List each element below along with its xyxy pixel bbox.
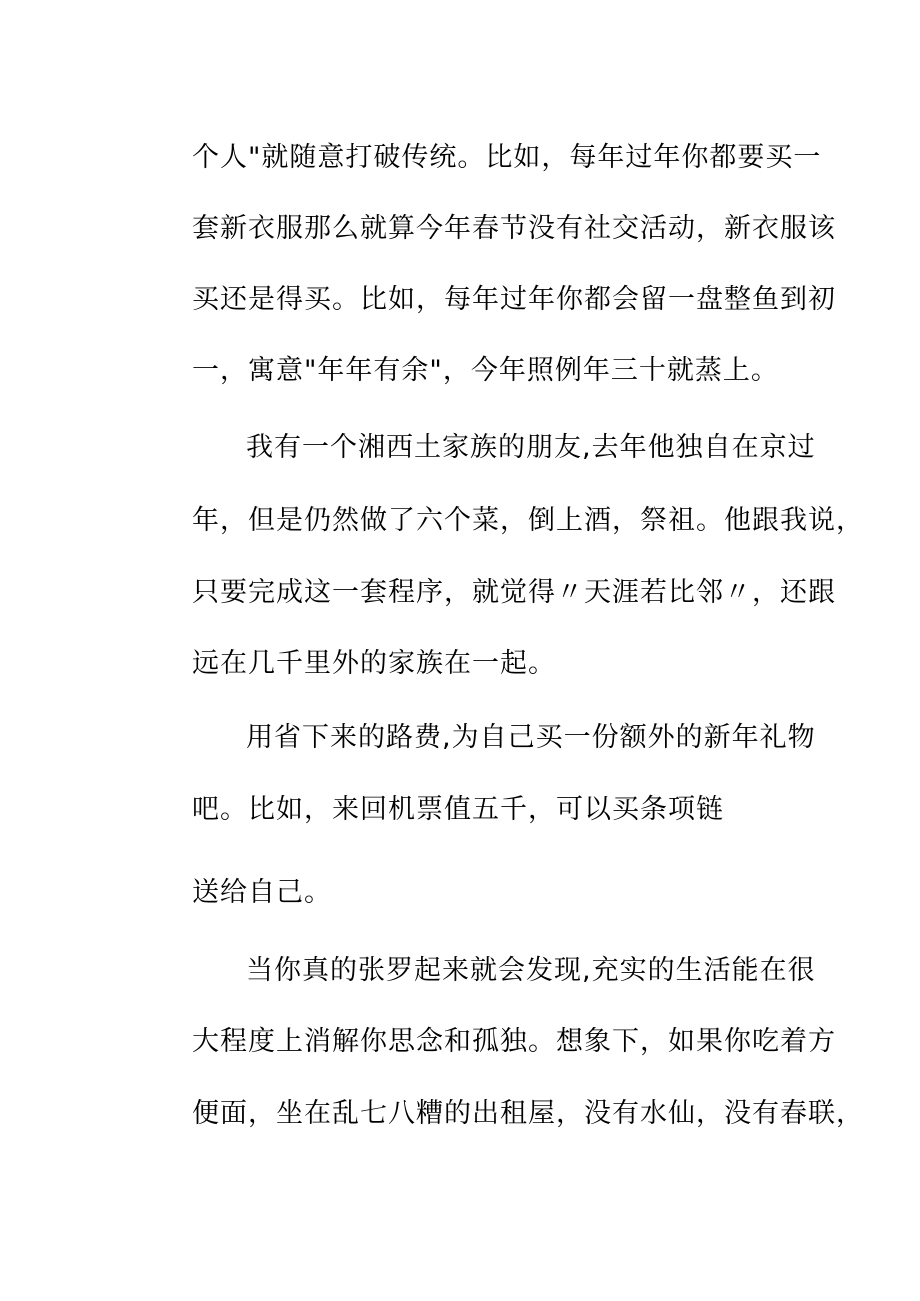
text-line: 一，寓意"年年有余"，今年照例年三十就蒸上。 bbox=[192, 355, 779, 386]
text-line: 年，但是仍然做了六个菜，倒上酒，祭祖。他跟我说， bbox=[192, 505, 864, 536]
text-line: 送给自己。 bbox=[192, 877, 332, 908]
text-line: 个人"就随意打破传统。比如，每年过年你都要买一 bbox=[192, 142, 822, 173]
text-line: 当你真的张罗起来就会发现,充实的生活能在很 bbox=[246, 955, 816, 986]
text-line: 便面，坐在乱七八糟的出租屋，没有水仙，没有春联， bbox=[192, 1098, 864, 1129]
text-line: 大程度上消解你思念和孤独。想象下，如果你吃着方 bbox=[192, 1026, 836, 1057]
text-line: 套新衣服那么就算今年春节没有社交活动，新衣服该 bbox=[192, 213, 836, 244]
text-line: 吧。比如，来回机票值五千，可以买条项链 bbox=[192, 794, 724, 825]
text-line: 买还是得买。比如，每年过年你都会留一盘整鱼到初 bbox=[192, 284, 836, 315]
text-line: 只要完成这一套程序，就觉得〃天涯若比邻〃，还跟 bbox=[192, 577, 836, 608]
text-line: 远在几千里外的家族在一起。 bbox=[192, 648, 556, 679]
text-line: 用省下来的路费,为自己买一份额外的新年礼物 bbox=[246, 722, 816, 753]
text-line: 我有一个湘西土家族的朋友,去年他独自在京过 bbox=[246, 432, 816, 463]
